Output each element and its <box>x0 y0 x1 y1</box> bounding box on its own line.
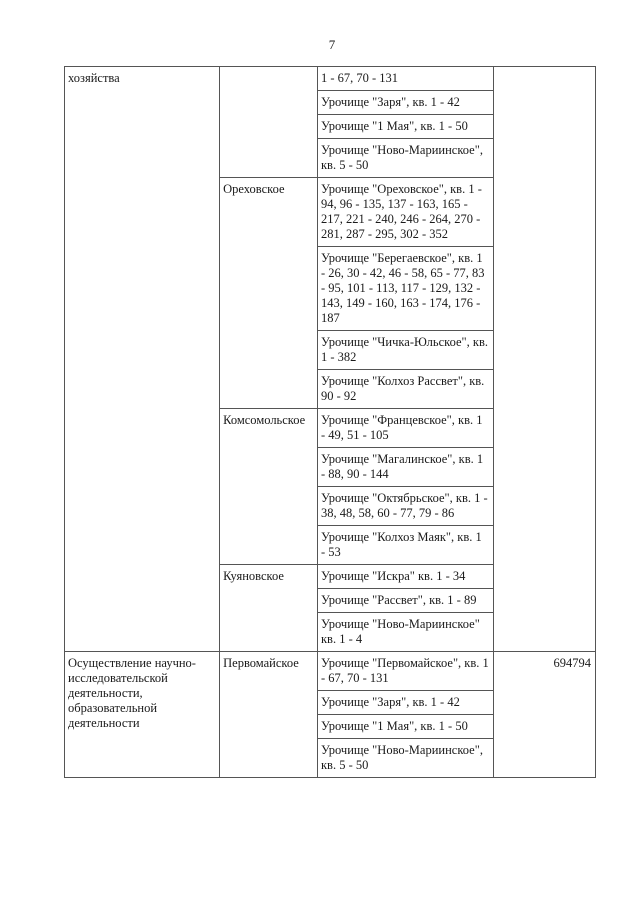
tract-cell: Урочище "Ново-Мариинское", кв. 5 - 50 <box>317 739 493 778</box>
tract-cell: Урочище "Октябрьское", кв. 1 - 38, 48, 58, 60 - 77, 79 - 86 <box>317 487 493 526</box>
activity-cell: Осуществление научно-исследовательской деятельности, образовательной деятельности <box>65 652 220 778</box>
settlement-cell: Комсомольское <box>220 409 318 565</box>
settlement-cell: Куяновское <box>220 565 318 652</box>
settlement-cell: Ореховское <box>220 178 318 409</box>
tract-cell: Урочище "Заря", кв. 1 - 42 <box>317 691 493 715</box>
settlement-cell: Первомайское <box>220 652 318 778</box>
tract-cell: Урочище "1 Мая", кв. 1 - 50 <box>317 715 493 739</box>
table-body <box>65 67 596 778</box>
tract-cell: Урочище "1 Мая", кв. 1 - 50 <box>317 115 493 139</box>
table-row <box>65 67 596 91</box>
tract-cell: 1 - 67, 70 - 131 <box>317 67 493 91</box>
tract-cell: Урочище "Колхоз Рассвет", кв. 90 - 92 <box>317 370 493 409</box>
tract-cell: Урочище "Ореховское", кв. 1 - 94, 96 - 135, 137 - 163, 165 - 217, 221 - 240, 246 - 264, 270 - 281, 287 - 295, 302 - 352 <box>317 178 493 247</box>
tract-cell: Урочище "Берегаевское", кв. 1 - 26, 30 - 42, 46 - 58, 65 - 77, 83 - 95, 101 - 113, 117 - 129, 132 - 143, 149 - 160, 163 - 174, 176 - 187 <box>317 247 493 331</box>
settlement-cell <box>220 67 318 178</box>
table-row <box>65 652 596 691</box>
forestry-table <box>64 66 596 778</box>
tract-cell: Урочище "Искра" кв. 1 - 34 <box>317 565 493 589</box>
tract-cell: Урочище "Заря", кв. 1 - 42 <box>317 91 493 115</box>
page-number: 7 <box>328 37 336 52</box>
tract-cell: Урочище "Первомайское", кв. 1 - 67, 70 - 131 <box>317 652 493 691</box>
tract-cell: Урочище "Рассвет", кв. 1 - 89 <box>317 589 493 613</box>
tract-cell: Урочище "Колхоз Маяк", кв. 1 - 53 <box>317 526 493 565</box>
tract-cell: Урочище "Францевское", кв. 1 - 49, 51 - 105 <box>317 409 493 448</box>
area-cell: 694794 <box>493 652 595 778</box>
tract-cell: Урочище "Магалинское", кв. 1 - 88, 90 - 144 <box>317 448 493 487</box>
tract-cell: Урочище "Ново-Мариинское", кв. 5 - 50 <box>317 139 493 178</box>
area-cell <box>493 67 595 652</box>
tract-cell: Урочище "Ново-Мариинское" кв. 1 - 4 <box>317 613 493 652</box>
activity-cell: хозяйства <box>65 67 220 652</box>
tract-cell: Урочище "Чичка-Юльское", кв. 1 - 382 <box>317 331 493 370</box>
